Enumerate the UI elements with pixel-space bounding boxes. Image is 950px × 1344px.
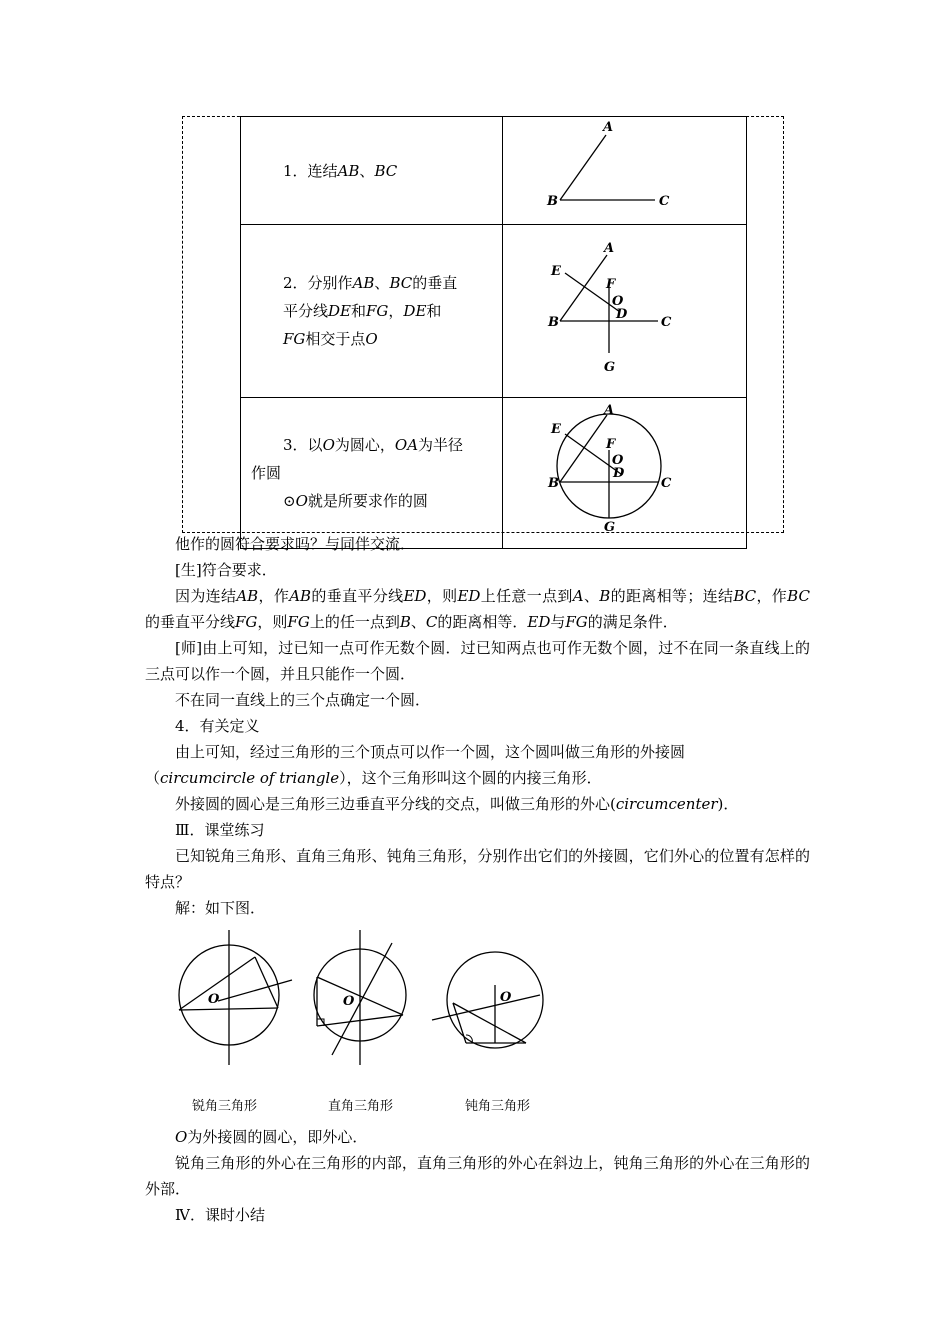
- svg-text:O: O: [612, 294, 624, 309]
- svg-text:F: F: [606, 437, 616, 452]
- svg-text:A: A: [603, 120, 614, 135]
- svg-text:O: O: [343, 994, 355, 1009]
- svg-text:C: C: [661, 476, 672, 491]
- svg-text:G: G: [604, 520, 616, 535]
- conclusion-text: O为外接圆的圆心，即外心． 锐角三角形的外心在三角形的内部，直角三角形的外心在斜边上，钝角三角形的外心在三角形的外部． Ⅳ．课时小结: [145, 1128, 810, 1224]
- svg-text:O: O: [500, 990, 512, 1005]
- svg-text:E: E: [551, 422, 561, 437]
- construction-steps-table: [240, 116, 747, 549]
- svg-text:B: B: [547, 194, 558, 209]
- svg-text:B: B: [548, 476, 559, 491]
- caption-obtuse: 钝角三角形: [465, 1099, 531, 1114]
- svg-text:C: C: [659, 194, 670, 209]
- svg-text:A: A: [604, 403, 615, 418]
- svg-text:F: F: [606, 277, 616, 292]
- main-text: 他作的圆符合要求吗？与同伴交流． [生]符合要求． 因为连结AB，作AB的垂直平分线ED，则ED上任意一点到A、B的距离相等；连结BC，作BC的垂直平分线FG，则FG上的任一点到B、C的距离相等．ED与FG的满足条件． [师]由上可知，过已知一点可作无数个圆．过已知两点也可作无数个圆，过不在同一条直线上的三点可以作一个圆，并且只能作一个圆． 不在同一直线上的三个点确定一个圆． 4．有关定义 由上可知，经过三角形的三个顶点可以作一个圆，这个圆叫做三角形的外接圆 （circumcircle of triangle），这个三角形叫这个圆的内接三角形． 外接圆的圆心是三角形三边垂直平分线的交点，叫做三角形的外心(circumcenter)． Ⅲ．课堂练习 已知锐角三角形、直角三角形、钝角三角形，分别作出它们的外接圆，它们外心的位置有怎样的特点？ 解：如下图．: [145, 535, 810, 917]
- svg-text:D: D: [616, 307, 628, 322]
- triangle-figures: [170, 925, 550, 1115]
- step-3-text: 3．以O为圆心，OA为半径 作圆 ⊙O就是所要求作的圆: [241, 398, 503, 549]
- svg-text:D: D: [613, 466, 625, 481]
- step-1-figure: [503, 117, 747, 225]
- svg-text:A: A: [604, 241, 615, 256]
- step-1-text: 1．连结AB、BC: [241, 117, 503, 225]
- svg-text:O: O: [612, 453, 624, 468]
- caption-right: 直角三角形: [328, 1099, 394, 1114]
- svg-text:C: C: [661, 315, 672, 330]
- svg-text:O: O: [208, 992, 220, 1007]
- reason-paragraph: 因为连结AB，作AB的垂直平分线ED，则ED上任意一点到A、B的距离相等；连结BC，作BC的垂直平分线FG，则FG上的任一点到B、C的距离相等．ED与FG的满足条件．: [145, 587, 810, 631]
- step-2-text: 2．分别作AB、BC的垂直 平分线DE和FG，DE和 FG相交于点O: [241, 225, 503, 398]
- svg-text:B: B: [548, 315, 559, 330]
- svg-text:G: G: [604, 360, 616, 375]
- svg-text:E: E: [551, 264, 561, 279]
- caption-acute: 锐角三角形: [192, 1099, 258, 1114]
- step-2-figure: [503, 225, 747, 398]
- step-3-figure: [503, 398, 747, 549]
